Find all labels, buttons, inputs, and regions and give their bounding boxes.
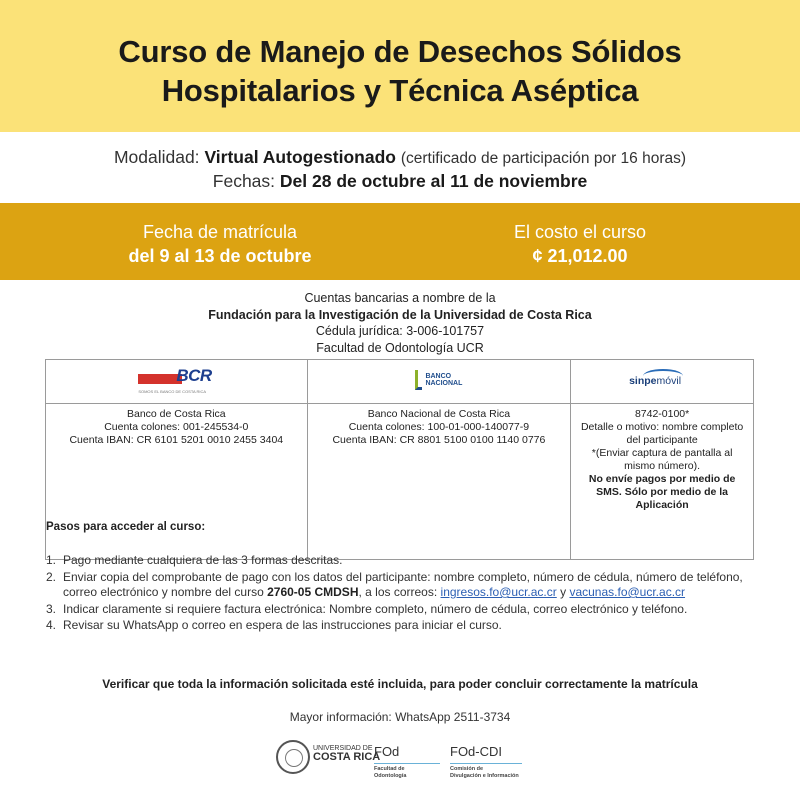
fodcdi-logo: FOd-CDI <box>450 744 502 759</box>
modality-note: (certificado de participación por 16 horas) <box>400 150 687 167</box>
sinpe-sms-warning: No envíe pagos por medio de SMS. Sólo por medio de la Aplicación <box>588 473 736 511</box>
fod-divider <box>374 763 440 764</box>
enrollment-date <box>20 220 420 268</box>
modality-value: Virtual Autogestionado <box>204 147 396 167</box>
bank-accounts-header <box>0 290 800 356</box>
footer-logos <box>0 738 800 788</box>
bcr-name: Banco de Costa Rica <box>126 408 226 420</box>
bank-info-row <box>46 404 754 560</box>
bcr-info <box>46 404 308 560</box>
course-title-line2: Hospitalarios y Técnica Aséptica <box>161 73 639 108</box>
step-2-and: y <box>560 585 567 599</box>
email-ingresos-link[interactable]: ingresos.fo@ucr.ac.cr <box>440 585 557 599</box>
bcr-logo-text: BCR <box>176 365 212 385</box>
steps-list <box>46 553 758 635</box>
sinpe-movil-logo <box>629 369 695 391</box>
dates-label: Fechas: <box>212 171 276 191</box>
bn-logo-word1: BANCO <box>425 372 452 380</box>
ucr-logo-text <box>313 745 380 763</box>
accounts-line1: Cuentas bancarias a nombre de la <box>304 291 496 305</box>
sinpe-word: sinpe <box>629 374 657 387</box>
course-cost-value: ¢ 21,012.00 <box>532 246 628 266</box>
banco-nacional-logo <box>415 370 462 390</box>
ucr-line1: UNIVERSIDAD DE <box>313 745 373 752</box>
step-2-text: Enviar copia del comprobante de pago con los datos del participante: nombre completo, número de cédula, número de teléfono, correo electrónico y nombre del curso <box>63 569 743 599</box>
step-4-text: Revisar su WhatsApp o correo en espera de las instrucciones para iniciar el curso. <box>63 618 502 632</box>
course-title <box>0 0 800 110</box>
modality-label: Modalidad: <box>113 147 200 167</box>
enrollment-band <box>0 203 800 280</box>
step-1-text: Pago mediante cualquiera de las 3 formas descritas. <box>63 553 343 567</box>
steps-title: Pasos para acceder al curso: <box>46 521 206 533</box>
step-2-mid: , a los correos: <box>358 585 438 599</box>
modality-line <box>0 146 800 170</box>
step-3-text: Indicar claramente si requiere factura electrónica: Nombre completo, número de cédula, correo electrónico y teléfono. <box>63 601 688 616</box>
bn-name: Banco Nacional de Costa Rica <box>367 408 511 420</box>
modality-block <box>0 146 800 193</box>
step-2: 2. Enviar copia del comprobante de pago con los datos del participante: nombre completo, número de cédula, número de teléfono, correo electrónico y nombre del curso 2760-05 CMDSH, a los correos: ingresos.fo@ucr.ac.cr y vacunas.fo@ucr.ac.cr <box>46 569 743 599</box>
bank-logos-row <box>46 360 754 404</box>
email-vacunas-link[interactable]: vacunas.fo@ucr.ac.cr <box>569 585 686 599</box>
bn-logo-cell <box>307 360 571 404</box>
more-info: Mayor información: WhatsApp 2511-3734 <box>289 710 511 724</box>
bcr-logo-sub: SOMOS EL BANCO DE COSTA RICA <box>138 388 207 394</box>
fodcdi-divider <box>450 763 522 764</box>
fod-logo: FOd <box>374 744 400 759</box>
ucr-seal-icon <box>276 740 310 774</box>
dates-value: Del 28 de octubre al 11 de noviembre <box>279 171 588 191</box>
step-3: 3. Indicar claramente si requiere factura electrónica: Nombre completo, número de cédula, correo electrónico y teléfono. <box>46 601 688 616</box>
bcr-logo <box>138 365 214 394</box>
fodcdi-subtitle <box>450 766 519 780</box>
fodcdi-sub1: Comisión de <box>450 766 484 772</box>
course-cost-label: El costo el curso <box>513 222 647 242</box>
accounts-legal-id: Cédula jurídica: 3-006-101757 <box>315 324 485 338</box>
movil-word: móvil <box>656 374 682 387</box>
course-code: 2760-05 CMDSH <box>267 585 359 599</box>
bn-logo-word2: NACIONAL <box>425 379 463 387</box>
sinpe-screenshot-note: *(Enviar captura de pantalla al mismo número). <box>591 447 733 472</box>
dates-line <box>0 170 800 193</box>
bn-iban: Cuenta IBAN: CR 8801 5100 0100 1140 0776 <box>332 434 546 446</box>
ucr-line2: COSTA RICA <box>313 751 381 763</box>
fod-subtitle <box>374 766 406 780</box>
fodcdi-sub2: Divulgación e Información <box>450 773 519 779</box>
title-banner <box>0 0 800 132</box>
bn-colones: Cuenta colones: 100-01-000-140077-9 <box>348 421 530 433</box>
accounts-faculty: Facultad de Odontología UCR <box>316 340 484 355</box>
step-4: 4. Revisar su WhatsApp o correo en espera de las instrucciones para iniciar el curso. <box>46 618 502 632</box>
course-cost <box>380 220 780 268</box>
step-1: 1. Pago mediante cualquiera de las 3 formas descritas. <box>46 553 343 567</box>
fod-sub2: Odontología <box>374 773 407 779</box>
verify-notice: Verificar que toda la información solicitada esté incluida, para poder concluir correctamente la matrícula <box>102 677 698 691</box>
banco-nacional-logo-text <box>425 373 462 387</box>
enrollment-date-label: Fecha de matrícula <box>142 222 298 242</box>
enrollment-date-value: del 9 al 13 de octubre <box>128 246 312 266</box>
sinpe-number: 8742-0100* <box>634 408 690 420</box>
fod-sub1: Facultad de <box>374 766 405 772</box>
sinpe-info <box>571 404 754 560</box>
bn-info <box>307 404 571 560</box>
sinpe-detail: Detalle o motivo: nombre completo del participante <box>580 421 744 446</box>
sinpe-logo-text <box>629 375 681 388</box>
banco-nacional-mark-icon <box>415 370 422 390</box>
accounts-foundation: Fundación para la Investigación de la Universidad de Costa Rica <box>208 307 592 322</box>
sinpe-logo-cell <box>571 360 754 404</box>
bcr-colones: Cuenta colones: 001-245534-0 <box>104 421 249 433</box>
bcr-iban: Cuenta IBAN: CR 6101 5201 0010 2455 3404 <box>69 434 284 446</box>
course-title-line1: Curso de Manejo de Desechos Sólidos <box>118 34 682 69</box>
bcr-logo-cell <box>46 360 308 404</box>
